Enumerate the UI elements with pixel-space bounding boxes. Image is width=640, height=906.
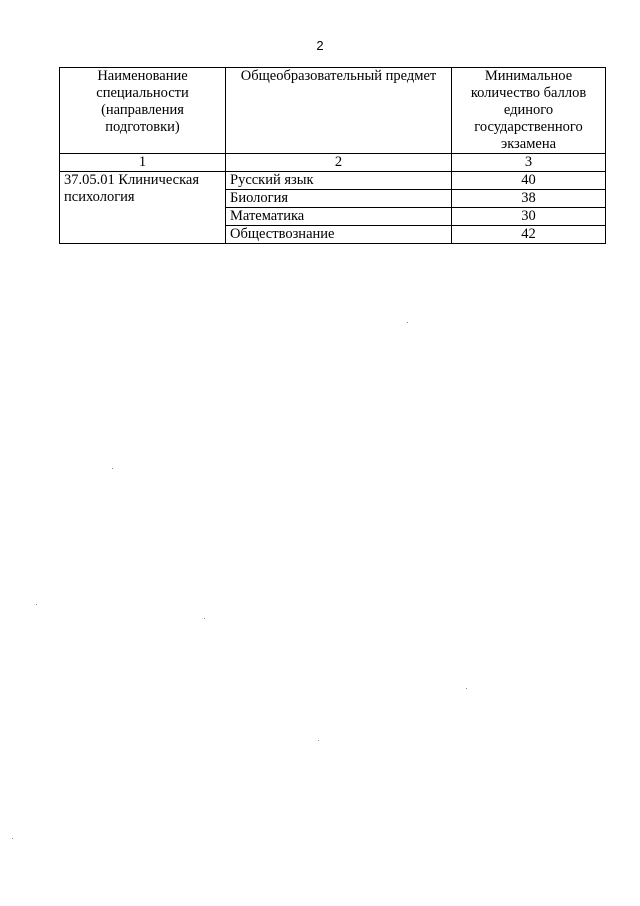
scan-speck	[204, 618, 205, 619]
subject-cell: Математика	[226, 208, 452, 226]
table-header-row	[60, 68, 606, 154]
header-min-score: Минимальное количество баллов единого государственного экзамена	[452, 68, 606, 154]
exam-score-table	[59, 67, 606, 244]
column-number-row	[60, 154, 606, 172]
table-row	[60, 172, 606, 190]
score-cell: 30	[452, 208, 606, 226]
scan-speck	[407, 322, 408, 323]
header-subject: Общеобразовательный предмет	[226, 68, 452, 154]
column-number: 1	[60, 154, 226, 172]
page-number: 2	[316, 38, 324, 53]
scan-speck	[318, 740, 319, 741]
column-number: 2	[226, 154, 452, 172]
scan-speck	[36, 604, 37, 605]
column-number: 3	[452, 154, 606, 172]
subject-cell: Русский язык	[226, 172, 452, 190]
subject-cell: Биология	[226, 190, 452, 208]
scan-speck	[466, 688, 467, 689]
score-cell: 40	[452, 172, 606, 190]
subject-cell: Обществознание	[226, 226, 452, 244]
score-cell: 42	[452, 226, 606, 244]
header-specialty: Наименование специальности (направления подготовки)	[60, 68, 226, 154]
scan-speck	[12, 838, 13, 839]
scan-speck	[112, 468, 113, 469]
specialty-cell: 37.05.01 Клиническая психология	[60, 172, 226, 244]
score-cell: 38	[452, 190, 606, 208]
